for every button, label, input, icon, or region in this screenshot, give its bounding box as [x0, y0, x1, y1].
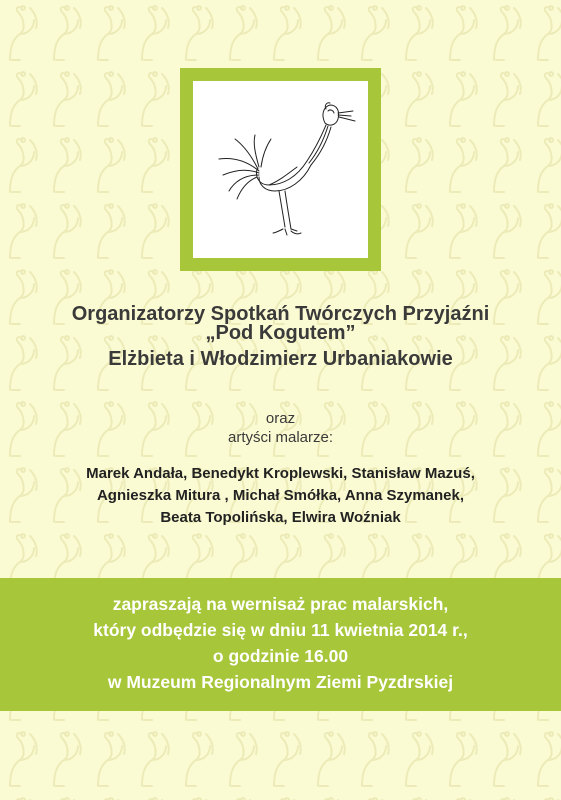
- invitation-band: [0, 578, 561, 711]
- oraz-text: oraz: [265, 410, 296, 427]
- invitation-line: który odbędzie się w dniu 11 kwietnia 2014 r.,: [93, 620, 468, 640]
- organizers-names: Elżbieta i Włodzimierz Urbaniakowie: [108, 348, 453, 370]
- organizers-line-2: „Pod Kogutem”: [205, 322, 356, 344]
- invitation-line: o godzinie 16.00: [212, 646, 349, 666]
- artists-list: [0, 463, 561, 529]
- artists-line: Beata Topolińska, Elwira Woźniak: [160, 509, 401, 526]
- organizers-line-1: Organizatorzy Spotkań Twórczych Przyjaźni: [71, 303, 490, 325]
- invitation-line: w Muzeum Regionalnym Ziemi Pyzdrskiej: [107, 672, 454, 692]
- artists-line: Agnieszka Mitura , Michał Smółka, Anna Szymanek,: [96, 487, 465, 504]
- rooster-picture-frame: [180, 68, 381, 271]
- artists-line: Marek Andała, Benedykt Kroplewski, Stanisław Mazuś,: [86, 465, 475, 482]
- rooster-sketch-image: [193, 81, 368, 258]
- invitation-line: zapraszają na wernisaż prac malarskich,: [112, 594, 449, 614]
- artists-intro: artyści malarze:: [227, 429, 334, 446]
